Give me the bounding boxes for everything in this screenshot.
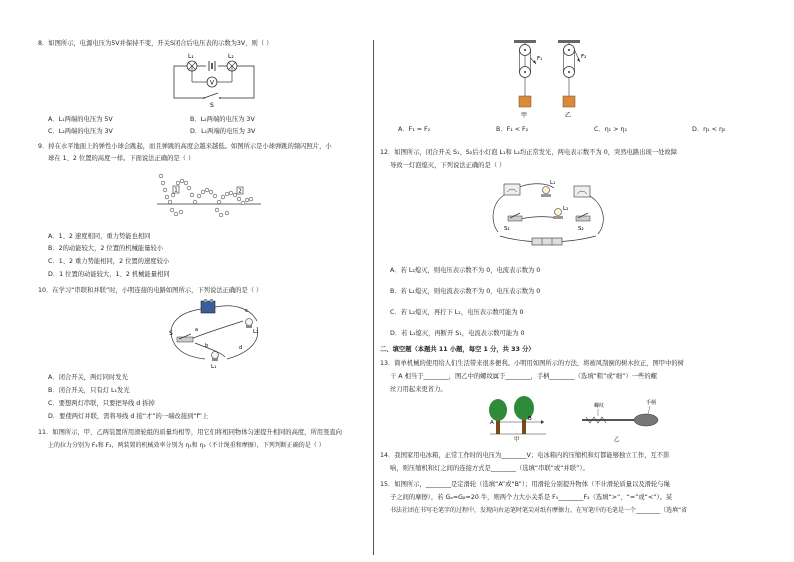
q12-option-d: D．若 L₁熄灭，再断开 S₁，电流表示数可能为 0 — [390, 330, 525, 337]
q9-stem-line2: 球在 1、2 位置的高度一样。下面说法正确的是（ ） — [48, 155, 195, 162]
q9-option-a: A．1、2 速度相同，重力势能也相同 — [48, 233, 151, 240]
q10-option-d: D．要使两灯并联，需将导线 d 接“才”的一端改接到“f”上 — [48, 413, 209, 420]
q12-circuit-figure — [486, 172, 616, 260]
switch-s1-icon — [508, 216, 522, 221]
left-column — [0, 0, 372, 562]
q12-option-a: A．若 L₂熄灭，则电压表示数不为 0，电流表示数为 0 — [390, 267, 541, 274]
q10-option-a: A．闭合开关，两灯同时发光 — [48, 374, 128, 381]
q8-stem: 8．如图所示，电源电压为5V并保持不变，开关S闭合后电压表的示数为3V，则（ ） — [38, 40, 273, 47]
svg-text:S₂: S₂ — [578, 226, 584, 232]
svg-text:S₁: S₁ — [504, 226, 510, 232]
svg-text:L₁: L₁ — [550, 180, 556, 186]
q13-tree-screwdriver-figure — [486, 392, 676, 442]
svg-text:1: 1 — [174, 187, 178, 194]
q10-stem: 10．在学习“串联和并联”时，小明连接的电路如图所示，下列说法正确的是（ ） — [38, 287, 263, 294]
q12-option-b: B．若 L₁熄灭，则电流表示数不为 0，电压表示数为 0 — [390, 288, 541, 295]
ammeter-icon — [574, 186, 590, 197]
svg-text:a: a — [195, 327, 199, 333]
voltmeter-icon — [504, 184, 520, 195]
q14-line2: 响，则压缩机和灯之间的连接方式是________（选填“串联”或“并联”）。 — [390, 465, 589, 472]
svg-text:甲: 甲 — [521, 112, 528, 119]
q13-line2: 干 A 相当于________，图乙中的螺纹属于________，手柄________（选填“粗”或“细”）一些的螺 — [390, 373, 657, 380]
bulb-l1-icon — [212, 352, 219, 359]
weight-yi — [563, 96, 575, 107]
q11-option-b: B．F₁ < F₂ — [496, 126, 529, 133]
q8-option-c: C．L₂两端的电压为 3V — [48, 128, 113, 135]
q11-option-d: D．η₁ < η₂ — [692, 126, 726, 133]
switch-icon — [177, 337, 193, 342]
svg-text:c: c — [245, 308, 248, 314]
q13-line3: 丝刀用起来更省力。 — [390, 386, 447, 393]
svg-text:甲: 甲 — [514, 437, 520, 442]
battery-icon — [201, 301, 215, 313]
bulb-l1-icon — [543, 187, 550, 194]
svg-text:S: S — [210, 102, 214, 108]
q11-stem-line2: 上的拉力分别为 F₁和 F₂，两装置的机械效率分别为 η₁和 η₂（不计绳重和摩擦），下列判断正确的是（ ） — [48, 442, 325, 449]
weight-jia — [519, 96, 531, 107]
svg-text:V: V — [209, 79, 215, 87]
q8-circuit-figure — [170, 52, 260, 108]
svg-text:手柄: 手柄 — [646, 400, 657, 406]
q10-circuit-figure — [165, 297, 265, 369]
q8-option-a: A．L₁两端的电压为 5V — [48, 116, 113, 123]
q11-option-a: A．F₁ = F₂ — [398, 126, 431, 133]
q9-option-b: B．2的动能较大，2 位置的机械能量较小 — [48, 245, 164, 252]
q14-line1: 14．我国家用电冰箱，正常工作时的电压为________V；电冰箱内的压缩机和灯都能够独立工作，互不影 — [380, 452, 670, 459]
switch-s2-icon — [576, 216, 590, 221]
q15-line2: 子之间的摩擦），若 Gₐ=Gᵦ=20 牛，则两个力大小关系是 F₁________F₂（选填“>”、“=”或“<”）。某 — [390, 494, 673, 501]
svg-text:乙: 乙 — [565, 112, 572, 119]
svg-text:L₂: L₂ — [563, 206, 569, 212]
q9-bouncing-ball-figure — [155, 166, 265, 226]
svg-text:B: B — [528, 416, 532, 422]
ball-trail — [159, 174, 253, 217]
q10-option-c: C．要想两灯串联，只要把导线 d 拆掉 — [48, 400, 155, 407]
q10-option-b: B．闭合开关，只有灯 L₁发光 — [48, 387, 130, 394]
svg-text:L₁: L₁ — [211, 364, 217, 369]
svg-text:L₂: L₂ — [228, 53, 234, 60]
tree-a-icon — [489, 399, 507, 421]
q13-line1: 13．简单机械的使用给人们生活带来很多便利。小明用如图所示的方法，将被风刮倒的树木拉正，图甲中的树 — [380, 360, 684, 367]
q11-option-c: C．η₁ > η₂ — [594, 126, 628, 133]
q8-option-d: D．L₁两端的电压为 3V — [190, 128, 256, 135]
q9-option-d: D．1 位置的动能较大，1、2 机械能量相同 — [48, 271, 170, 278]
q9-stem-line1: 9．掉在水平地面上的弹性小球会跳起，而且弹跳的高度会越来越低。如图所示是小球弹跳的频闪照片，小 — [38, 143, 332, 150]
svg-text:S: S — [169, 330, 173, 337]
svg-text:L₂: L₂ — [253, 329, 259, 335]
svg-text:螺纹: 螺纹 — [594, 403, 605, 409]
svg-text:A: A — [490, 420, 494, 426]
bulb-l2-icon — [246, 319, 253, 326]
column-divider — [373, 40, 374, 555]
right-column — [376, 0, 794, 562]
svg-text:b: b — [205, 343, 209, 349]
battery-icon — [532, 238, 562, 245]
svg-text:F₁: F₁ — [537, 56, 543, 62]
q8-option-b: B．L₂两端的电压为 3V — [190, 116, 255, 123]
svg-text:d: d — [239, 345, 243, 351]
q15-line3: 书法社团在书写毛笔字的过程中，发现向右运笔时笔尖对纸有摩擦力，在写笔中的毛笔是一个________（选填“省 — [390, 507, 688, 514]
q15-line1: 15．如图所示，________是定滑轮（选填“A”或“B”）；用滑轮分别提升物体（不计滑轮质量以及滑轮与绳 — [380, 481, 670, 488]
screwdriver-handle-icon — [634, 414, 658, 426]
svg-text:L₁: L₁ — [188, 53, 194, 60]
q12-stem-line1: 12．如图所示，闭合开关 S₁、S₂后小灯泡 L₁和 L₂均正常发光，两电表示数不为 0，突然电路出现一处故障 — [380, 149, 678, 156]
q11-pulley-figure — [506, 38, 596, 120]
q9-option-c: C．1、2 重力势能相同，2 位置的速度较小 — [48, 258, 170, 265]
bulb-l2-icon — [555, 209, 562, 216]
q12-option-c: C．若 L₂熄灭，再拧下 L₁，电压表示数可能为 0 — [390, 309, 524, 316]
q11-stem-line1: 11．如图所示，甲、乙两装置所用滑轮组的质量均相等，用它们将相同物体匀速提升相同的高度，所用竖直向 — [38, 429, 342, 436]
svg-text:乙: 乙 — [614, 437, 620, 442]
q12-stem-line2: 导致一灯泡熄灭，下列说法正确的是（ ） — [390, 162, 506, 169]
svg-text:2: 2 — [238, 188, 242, 195]
svg-text:F₂: F₂ — [581, 54, 587, 60]
section-2-heading: 二、填空题（本题共 11 小题，每空 1 分，共 33 分） — [380, 346, 535, 353]
